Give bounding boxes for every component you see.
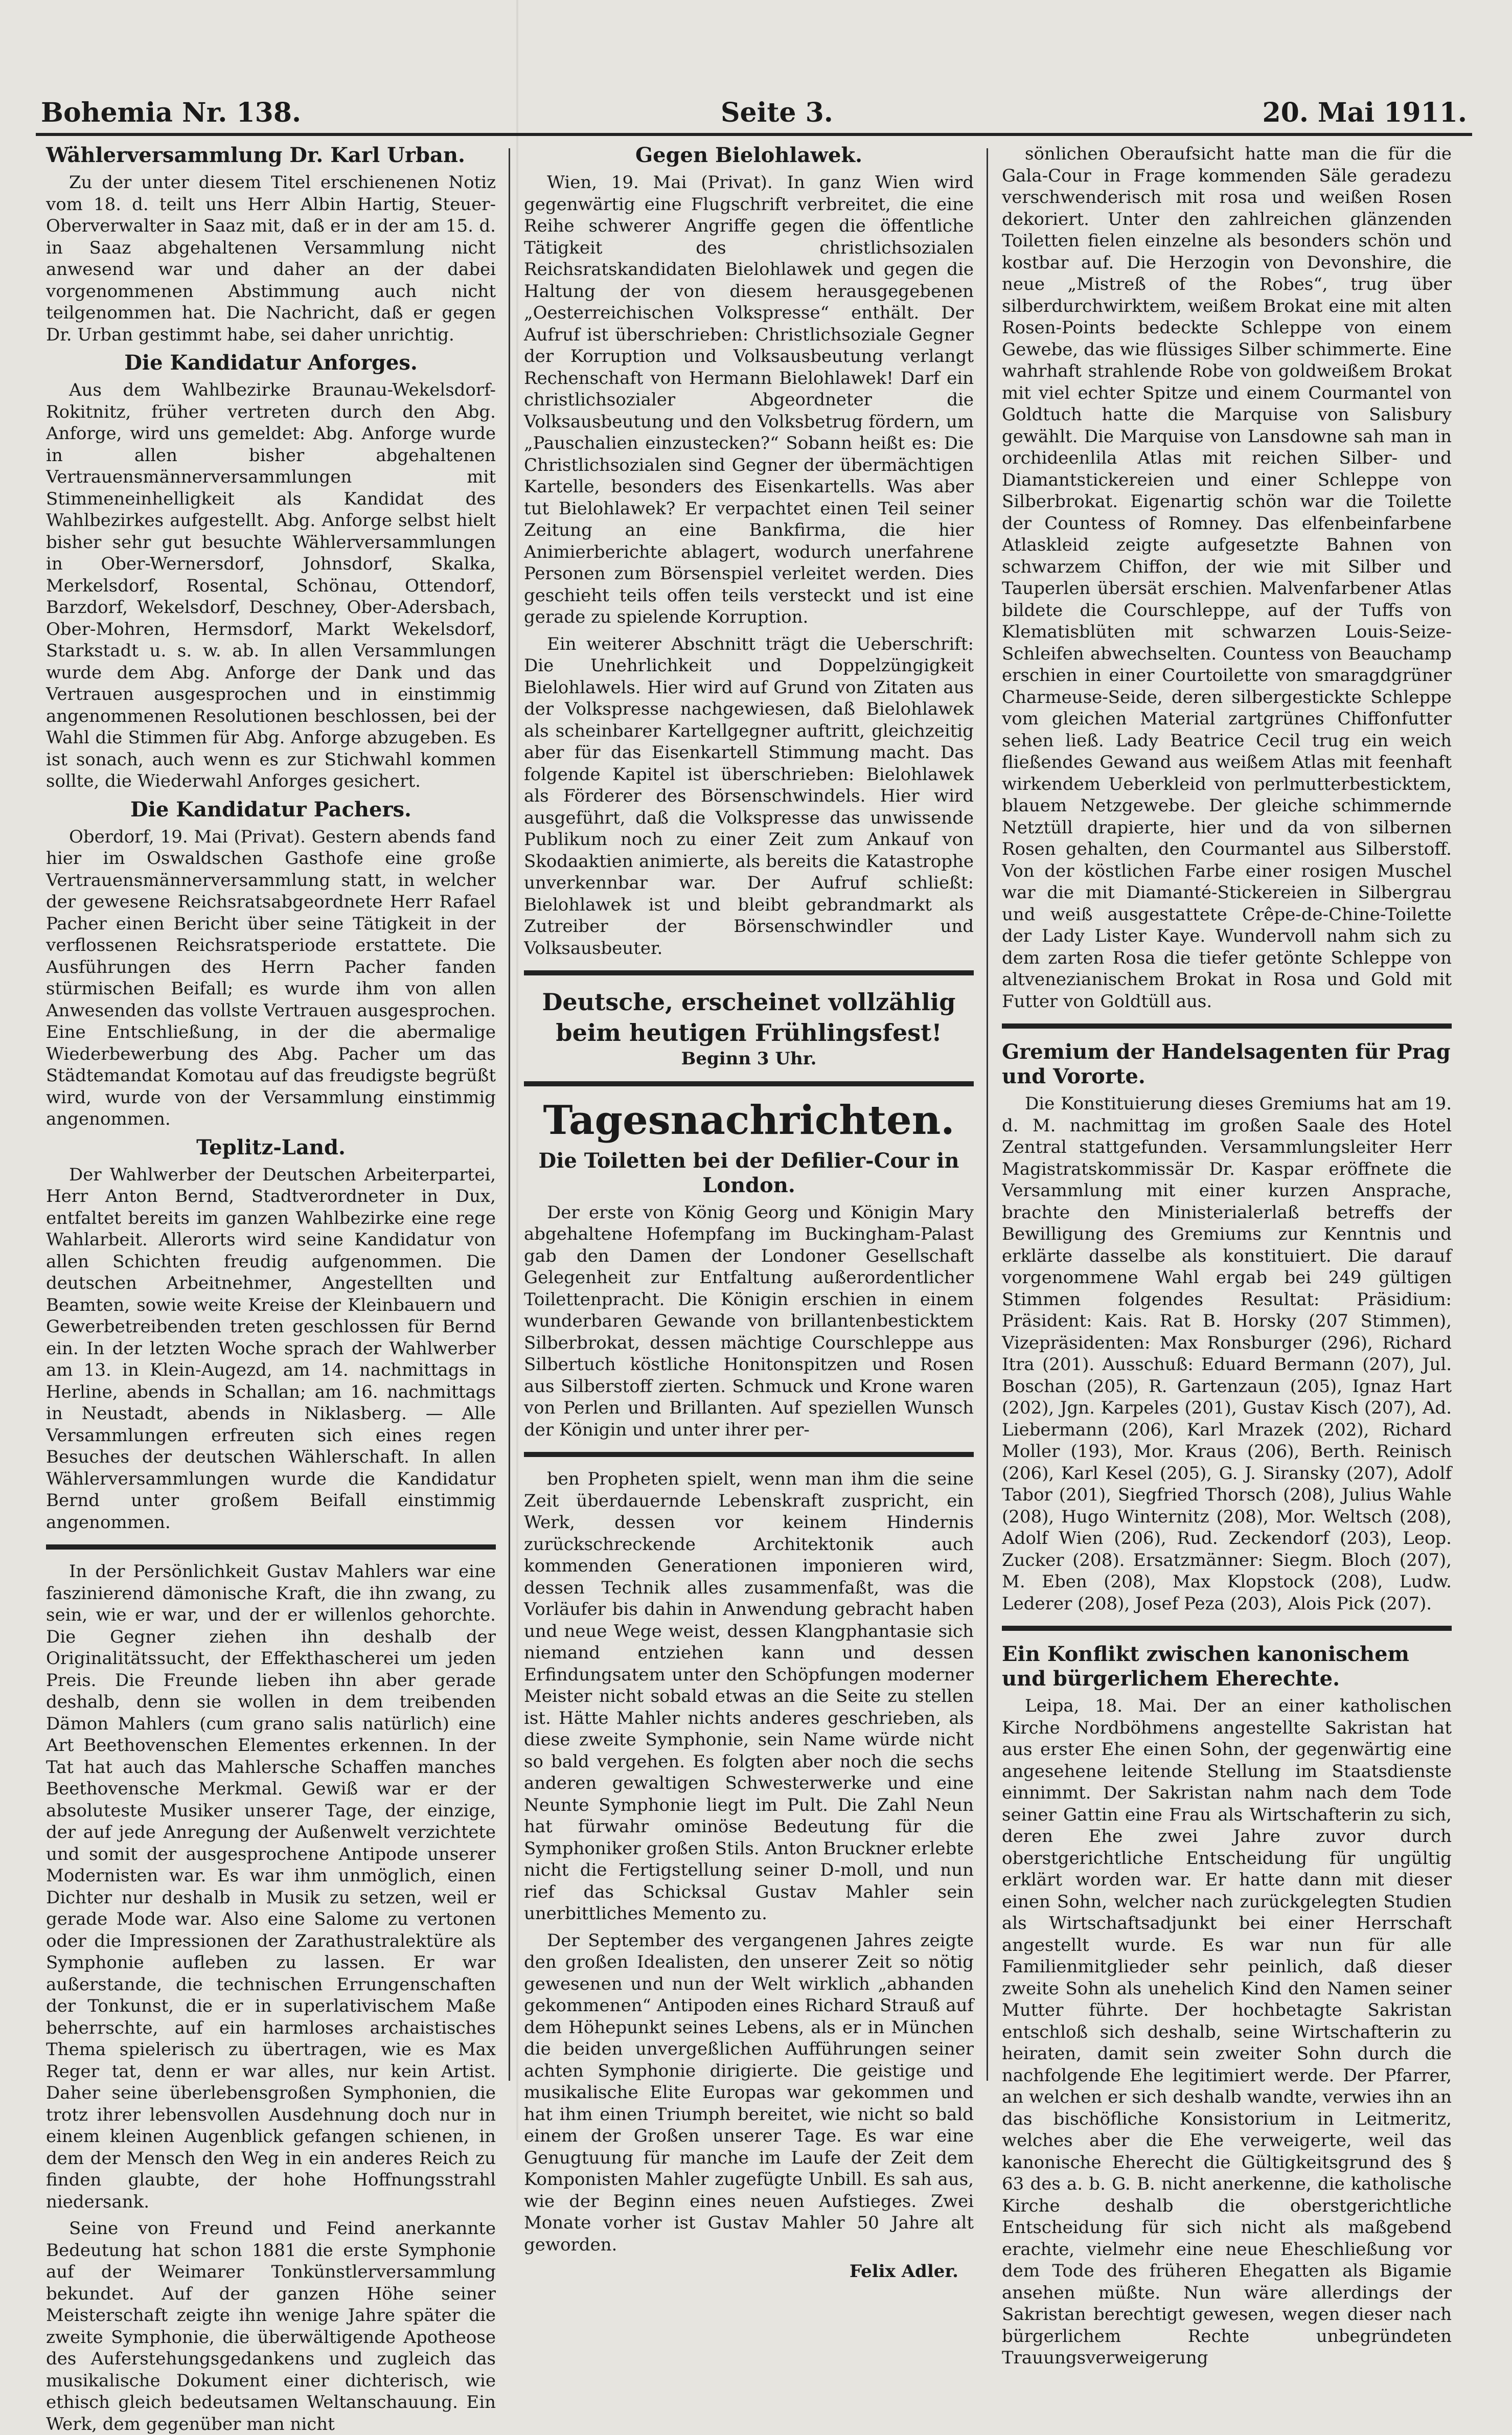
section-divider bbox=[46, 1544, 496, 1550]
section-divider bbox=[1002, 1023, 1452, 1029]
headline-pacher: Die Kandidatur Pachers. bbox=[130, 797, 411, 822]
article-toiletten-2: sönlichen Oberaufsicht hatte man die für die Gala-Cour in Frage kommenden Säle geradezu verschwenderisch mit rosa und weißen Rosen dekoriert. Unter den zahlreichen glänzenden Toiletten fielen einzelne als besonders schön und kostbar auf. Die Herzogin von Devonshire, die neue „Mistreß of the Robes“, trug über silberdurchwirktem, weißem Brokat eine mit alten Rosen-Points bedeckte Schleppe von einem Gewebe, das wie flüssiges Silber schimmerte. Eine wahrhaft strahlende Robe von goldweißem Brokat mit viel echter Spitze und einem Courmantel von Goldtuch hatte die Marquise von Salisbury gewählt. Die Marquise von Lansdowne sah man in orchideenlila Atlas mit reichen Silber- und Diamantstickereien und einer Schleppe von Silberbrokat. Eigenartig schön war die Toilette der Countess of Romney. Das elfenbeinfarbene Atlaskleid zeigte aufgesetzte Bahnen von schwarzem Chiffon, der wie mit Silber und Tauperlen übersät erschien. Malvenfarbener Atlas bildete die Courschleppe, auf der Tuffs von Klematisblüten mit schwarzen Louis-Seize-Schleifen abwechselten. Countess von Beauchamp erschien in einer Courtoilette von smaragdgrüner Charmeuse-Seide, deren silbergestickte Schleppe vom gleichen Material zartgrünes Chiffonfutter sehen ließ. Lady Beatrice Cecil trug ein weich fließendes Gewand aus weißem Atlas mit feenhaft wirkendem Ueberkleid von perlmutterbesticktem, blauem Netzgewebe. Der gleiche schimmernde Netztüll drapierte, hier und da von silbernen Rosen gehalten, den Courmantel aus Silberstoff. Von der köstlichen Farbe einer rosigen Muschel war die mit Diamanté-Stickereien in Silbergrau und weiß ausgestattete Crêpe-de-Chine-Toilette der Lady Lister Kaye. Wundervoll nahm sich zu dem zarten Rosa die tiefer getönte Schleppe von altvenezianischem Brokat in Rosa und Gold mit Futter von Goldtüll aus. bbox=[1002, 144, 1452, 1012]
section-divider bbox=[524, 1081, 974, 1086]
article-mahler-2: Seine von Freund und Feind anerkannte Bedeutung hat schon 1881 die erste Symphonie auf der Weimarer Tonkünstlerversammlung bekundet. Auf der ganzen Höhe seiner Meisterschaft zeigte ihn wenige Jahre später die zweite Symphonie, die überwältigende Apotheose des Auferstehungsgedankens und zugleich das musikalische Dokument einer dichterisch, wie ethisch gleich bedeutsamen Weltanschauung. Ein Werk, dem gegenüber man nicht bbox=[46, 2218, 496, 2434]
article-gremium: Die Konstituierung dieses Gremiums hat am 19. d. M. nachmittag im großen Saale des Hotel Zentral stattgefunden. Versammlungsleiter Herr Magistratskommissär Dr. Kaspar eröffnete die Versammlung mit einer kurzen Ansprache, brachte den Ministerialerlaß betreffs der Bewilligung des Gremiums zur Kenntnis und erklärte dasselbe als konstituiert. Die darauf vorgenommene Wahl ergab bei 249 gültigen Stimmen folgendes Resultat: Präsidium: Präsident: Kais. Rat B. Horsky (207 Stimmen), Vizepräsidenten: Max Ronsburger (296), Richard Itra (201). Ausschuß: Eduard Bermann (207), Jul. Boschan (205), R. Gartenzaun (205), Ignaz Hart (202), Jgn. Karpeles (201), Gustav Kisch (207), Ad. Liebermann (206), Karl Mrazek (202), Richard Moller (193), Mor. Kraus (206), Berth. Reinisch (206), Karl Kesel (205), G. J. Siransky (207), Adolf Tabor (201), Siegfried Thorsch (208), Julius Wahle (208), Hugo Winternitz (208), Mor. Weltsch (208), Adolf Wien (206), Rud. Zeckendorf (203), Leop. Zucker (208). Ersatzmänner: Siegm. Bloch (207), M. Eben (208), Max Klopstock (208), Ludw. Lederer (208), Josef Peza (203), Alois Pick (207). bbox=[1002, 1094, 1452, 1614]
article-anforge: Aus dem Wahlbezirke Braunau-Wekelsdorf-Rokitnitz, früher vertreten durch den Abg. Anforge, wird uns gemeldet: Abg. Anforge wurde in allen bisher abgehaltenen Vertrauensmännerversammlungen mit Stimmeneinhelligkeit als Kandidat des Wahlbezirkes aufgestellt. Abg. Anforge selbst hielt bisher sehr gut besuchte Wählerversammlungen in Ober-Wernersdorf, Johnsdorf, Skalka, Merkelsdorf, Rosental, Schönau, Ottendorf, Barzdorf, Wekelsdorf, Deschney, Ober-Adersbach, Ober-Mohren, Hermsdorf, Markt Wekelsdorf, Starkstadt u. s. w. ab. In allen Versammlungen wurde dem Abg. Anforge der Dank und das Vertrauen ausgesprochen und in einstimmig angenommenen Resolutionen beschlossen, bei der Wahl die Stimmen für Abg. Anforge abzugeben. Es ist sonach, auch wenn es zur Stichwahl kommen sollte, die Wiederwahl Anforges gesichert. bbox=[46, 380, 496, 791]
article-pacher: Oberdorf, 19. Mai (Privat). Gestern abends fand hier im Oswaldschen Gasthofe eine große Vertrauensmännerversammlung statt, in welcher der gewesene Reichsratsabgeordnete Herr Rafael Pacher einen Bericht über seine Tätigkeit in der verflossenen Reichsratsperiode erstattete. Die Ausführungen des Herrn Pacher fanden stürmischen Beifall; es wurde ihm von allen Anwesenden das vollste Vertrauen ausgesprochen. Eine Entschließung, in der die abermalige Wiederbewerbung des Abg. Pacher um das Städtemandat Komotau auf das freudigste begrüßt wird, wurde von der Versammlung einstimmig angenommen. bbox=[46, 826, 496, 1129]
column-1 bbox=[46, 143, 496, 2434]
issue-date: 20. Mai 1911. bbox=[1262, 97, 1467, 128]
author-signature: Felix Adler. bbox=[849, 2261, 958, 2282]
section-divider bbox=[1002, 1626, 1452, 1631]
festival-start-time: Beginn 3 Uhr. bbox=[681, 1049, 817, 1069]
headline-urban: Wählerversammlung Dr. Karl Urban. bbox=[46, 143, 465, 167]
article-mahler-1: In der Persönlichkeit Gustav Mahlers war eine faszinierend dämonische Kraft, die ihn zwang, zu sein, wie er war, und der er willenlos gehorchte. Die Gegner ziehen ihn deshalb der Originalitätssucht, der Effekthascherei um jeden Preis. Die Freunde lieben ihn aber gerade deshalb, denn sie wollen in dem treibenden Dämon Mahlers (cum grano salis natürlich) eine Art Beethovenschen Elementes erkennen. In der Tat hat auch das Mahlersche Schaffen manches Beethovensche Merkmal. Gewiß war er der absoluteste Musiker unserer Tage, der einzige, der auf jede Anregung der Außenwelt verzichtete und somit der ausgesprochene Antipode unserer Modernisten war. Es war ihm unmöglich, einen Dichter nur deshalb in Musik zu setzen, weil er gerade Mode war. Also eine Salome zu vertonen oder die Impressionen der Zarathustralektüre als Symphonie aufleben zu lassen. Er war außerstande, die technischen Errungenschaften der Tonkunst, die er in superlativischem Maße beherrschte, auf ein harmloses archaistisches Thema spielerisch zu übertragen, wie es Max Reger tat, denn er war alles, nur kein Artist. Daher seine überlebensgroßen Symphonien, die trotz ihrer lebensvollen Ausdehnung doch nur in einem kleinen Augenblick gefangen schienen, in dem der Mensch den Weg in ein anderes Reich zu finden glaubte, der hohe Hoffnungsstrahl niedersank. bbox=[46, 1561, 496, 2212]
column-3 bbox=[1002, 143, 1452, 2368]
column-rule bbox=[509, 148, 510, 2081]
page-number: Seite 3. bbox=[721, 97, 833, 128]
headline-teplitz: Teplitz-Land. bbox=[196, 1135, 346, 1159]
article-bielohlawek-2: Ein weiterer Abschnitt trägt die Ueberschrift: Die Unehrlichkeit und Doppelzüngigkeit Bielohlawels. Hier wird auf Grund von Zitaten aus der Volkspresse nachgewiesen, daß Bielohlawek als scheinbarer Kartellgegner auftritt, gleichzeitig aber für das Eisenkartell Stimmung macht. Das folgende Kapitel ist überschrieben: Bielohlawek als Förderer des Börsenschwindels. Hier wird ausgeführt, daß die Volkspresse das unwissende Publikum noch zu einer Zeit zum Ankauf von Skodaaktien animierte, als bereits die Katastrophe unverkennbar war. Der Aufruf schließt: Bielohlawek ist und bleibt gebrandmarkt als Zutreiber der Börsenschwindler und Volksausbeuter. bbox=[524, 633, 974, 959]
article-bielohlawek-1: Wien, 19. Mai (Privat). In ganz Wien wird gegenwärtig eine Flugschrift verbreitet, die eine Reihe schwerer Angriffe gegen die öffentliche Tätigkeit des christlichsozialen Reichsratskandidaten Bielohlawek und gegen die Haltung der von diesem herausgegebenen „Oesterreichischen Volkspresse“ enthält. Der Aufruf ist überschrieben: Christlichsoziale Gegner der Korruption und Volksausbeutung verlangt Rechenschaft von Hermann Bielohlawek! Darf ein christlichsozialer Abgeordneter die Volksausbeutung und den Volksbetrug fördern, um „Pauschalien einzustecken?“ Sobann heißt es: Die Christlichsozialen sind Gegner der übermächtigen Kartelle, besonders des Eisenkartells. Was aber tut Bielohlawek? Er verpachtet einen Teil seiner Zeitung an eine Bankfirma, die hier Animierberichte ablagert, wodurch unerfahrene Personen zum Börsenspiel verleitet werden. Dies geschieht teils offen teils versteckt und ist eine gerade zu spielende Korruption. bbox=[524, 172, 974, 627]
section-divider bbox=[524, 970, 974, 975]
article-eherecht: Leipa, 18. Mai. Der an einer katholischen Kirche Nordböhmens angestellte Sakristan hat aus erster Ehe einen Sohn, der gegenwärtig eine angesehene leitende Stellung im Staatsdienste einnimmt. Der Sakristan nahm nach dem Tode seiner Gattin eine Frau als Wirtschafterin zu sich, deren Ehe zwei Jahre zuvor durch oberstgerichtliche Entscheidung für ungültig erklärt worden war. Er hatte dann mit dieser einen Sohn, welcher nach zurückgelegten Studien als Wirtschaftsadjunkt bei einer Herrschaft angestellt wurde. Es war nun für alle Familienmitglieder sehr peinlich, daß dieser zweite Sohn als unehelich Kind den Namen seiner Mutter führte. Der hochbetagte Sakristan entschloß sich deshalb, seine Wirtschafterin zu heiraten, damit sein zweiter Sohn durch die nachfolgende Ehe legitimiert werde. Der Pfarrer, an welchen er sich deshalb wandte, verwies ihn an das bischöfliche Konsistorium in Leitmeritz, welches aber die Ehe verweigerte, weil das kanonische Eherecht die Gültigkeitsgrund des § 63 des a. b. G. B. nicht anerkenne, die katholische Kirche deshalb die oberstgerichtliche Entscheidung für sich nicht als maßgebend erachte, vielmehr eine neue Eheschließung vor dem Tode des früheren Ehegatten als Bigamie ansehen müßte. Nun wäre allerdings der Sakristan berechtigt gewesen, wegen dieser nach bürgerlichem Rechte unbegründeten Trauungsverweigerung bbox=[1002, 1696, 1452, 2368]
headline-gremium: Gremium der Handelsagenten für Prag und Vororte. bbox=[1002, 1040, 1451, 1088]
article-urban: Zu der unter diesem Titel erschienenen Notiz vom 18. d. teilt uns Herr Albin Hartig, Steuer-Oberverwalter in Saaz mit, daß er in der am 15. d. in Saaz abgehaltenen Versammlung nicht anwesend war und daher an der dabei vorgenommenen Abstimmung auch nicht teilgenommen hat. Die Nachricht, daß er gegen Dr. Urban gestimmt habe, sei daher unrichtig. bbox=[46, 172, 496, 345]
article-toiletten-1: Der erste von König Georg und Königin Mary abgehaltene Hofempfang im Buckingham-Palast gab den Damen der Londoner Gesellschaft Gelegenheit zur Entfaltung außerordentlicher Toilettenpracht. Die Königin erschien in einem wunderbaren Gewande von brillantenbesticktem Silberbrokat, dessen mächtige Courschleppe aus Silbertuch köstliche Honitonspitzen und Rosen aus Silberstoff zierten. Schmuck und Krone waren von Perlen und Brillanten. Auf speziellen Wunsch der Königin und unter ihrer per- bbox=[524, 1202, 974, 1440]
issue-number: Bohemia Nr. 138. bbox=[41, 97, 302, 128]
column-2 bbox=[524, 143, 974, 2282]
section-divider bbox=[524, 1452, 974, 1457]
article-teplitz: Der Wahlwerber der Deutschen Arbeiterpartei, Herr Anton Bernd, Stadtverordneter in Dux, entfaltet bereits im ganzen Wahlbezirke eine rege Wahlarbeit. Allerorts wird seine Kandidatur von allen Schichten freudig aufgenommen. Die deutschen Arbeitnehmer, Angestellten und Beamten, sowie weite Kreise der Kleinbauern und Gewerbetreibenden treten geschlossen für Bernd ein. In der letzten Woche sprach der Wahlwerber am 13. in Klein-Augezd, am 14. nachmittags in Herline, abends in Schallan; am 16. nachmittags in Neustadt, abends in Niklasberg. — Alle Versammlungen erfreuten sich eines regen Besuches der deutschen Wählerschaft. In allen Wählerversammlungen wurde die Kandidatur Bernd unter großem Beifall einstimmig angenommen. bbox=[46, 1164, 496, 1533]
festival-notice: Deutsche, erscheinet vollzählig beim heutigen Frühlingsfest! bbox=[542, 988, 956, 1046]
masthead bbox=[36, 87, 1472, 136]
headline-eherecht: Ein Konflikt zwischen kanonischem und bürgerlichem Eherechte. bbox=[1002, 1642, 1409, 1691]
newspaper-page bbox=[36, 87, 1482, 2434]
headline-toiletten: Die Toiletten bei der Defilier-Cour in London. bbox=[538, 1148, 959, 1197]
article-mahler-3: ben Propheten spielt, wenn man ihm die seine Zeit überdauernde Lebenskraft zuspricht, ein Werk, dessen vor keinem Hindernis zurückschreckende Architektonik auch kommenden Generationen imponieren wird, dessen Technik alles zusammenfaßt, was die Vorläufer bis dahin in Anwendung gebracht haben und neue Wege weist, dessen Klangphantasie sich niemand entziehen kann und dessen Erfindungsatem unter den Schöpfungen moderner Meister nicht sobald etwas an die Seite zu stellen ist. Hätte Mahler nichts anderes geschrieben, als diese zweite Symphonie, sein Name würde nicht so bald vergehen. Es folgten aber noch die sechs anderen gewaltigen Schwesterwerke und eine Neunte Symphonie liegt im Pult. Die Zahl Neun hat fürwahr ominöse Bedeutung für die Symphoniker großen Stils. Anton Bruckner erlebte nicht die Fertigstellung seiner D-moll, und nun rief das Schicksal Gustav Mahler sein unerbittliches Memento zu. bbox=[524, 1469, 974, 1924]
column-rule bbox=[987, 148, 988, 2081]
headline-bielohlawek: Gegen Bielohlawek. bbox=[635, 143, 863, 167]
headline-anforge: Die Kandidatur Anforges. bbox=[124, 351, 418, 375]
section-title-tagesnachrichten: Tagesnachrichten. bbox=[543, 1097, 955, 1144]
article-mahler-4: Der September des vergangenen Jahres zeigte den großen Idealisten, den unserer Zeit so nötig gewesenen und nun der Welt wirklich „abhanden gekommenen“ Antipoden eines Richard Strauß auf dem Höhepunkt seines Lebens, als er in München die beiden unvergeßlichen Aufführungen seiner achten Symphonie dirigierte. Die geistige und musikalische Elite Europas war gekommen und hat ihm einen Triumph bereitet, wie nicht so bald einem der Großen unserer Tage. Es war eine Genugtuung für manche im Laufe der Zeit dem Komponisten Mahler zugefügte Unbill. Es sah aus, wie der Beginn eines neuen Aufstieges. Zwei Monate vorher ist Gustav Mahler 50 Jahre alt geworden. bbox=[524, 1930, 974, 2255]
